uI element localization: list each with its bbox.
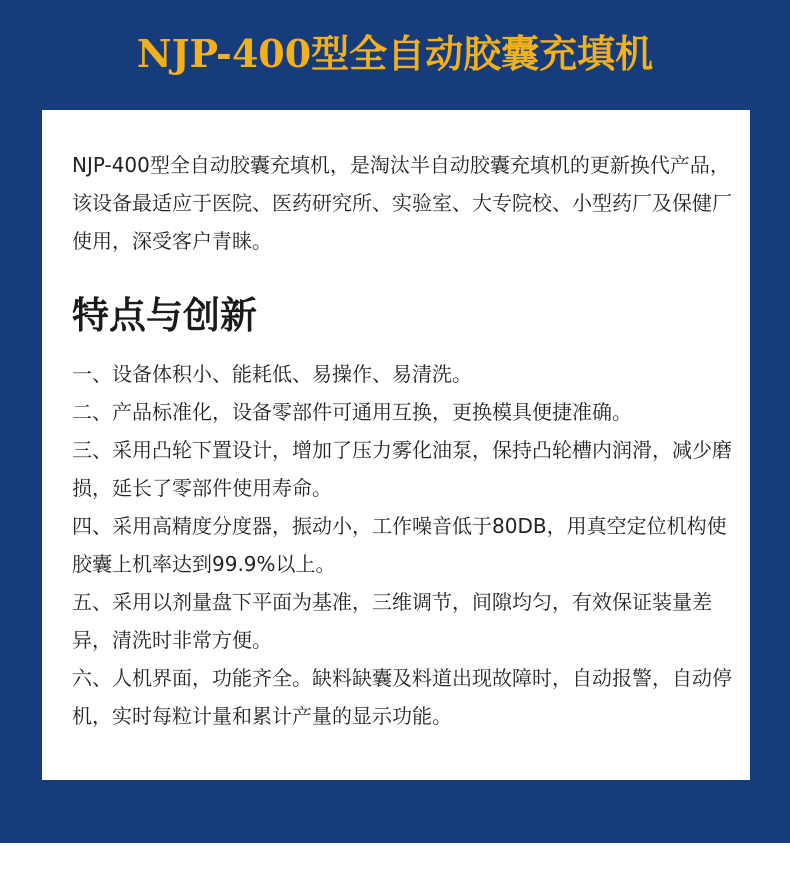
product-title: NJP-400型全自动胶囊充填机: [136, 31, 654, 76]
feature-item: 三、采用凸轮下置设计，增加了压力雾化油泵，保持凸轮槽内润滑，减少磨损，延长了零部件使用寿命。: [72, 438, 732, 500]
feature-item: 五、采用以剂量盘下平面为基准，三维调节，间隙均匀，有效保证装量差异，清洗时非常方便。: [72, 590, 712, 652]
intro-paragraph: NJP-400型全自动胶囊充填机，是淘汰半自动胶囊充填机的更新换代产品，该设备最适应于医院、医药研究所、实验室、大专院校、小型药厂及保健厂使用，深受客户青睐。: [72, 153, 732, 253]
feature-item: 一、设备体积小、能耗低、易操作、易清洗。: [72, 362, 472, 386]
features-list: [72, 355, 740, 735]
feature-item: 四、采用高精度分度器，振动小，工作噪音低于80DB，用真空定位机构使胶囊上机率达到99.9%以上。: [72, 514, 727, 576]
content-card: [42, 110, 750, 780]
features-heading: 特点与创新: [72, 293, 257, 337]
feature-item: 二、产品标准化，设备零部件可通用互换，更换模具便捷准确。: [72, 400, 632, 424]
feature-item: 六、人机界面，功能齐全。缺料缺囊及料道出现故障时，自动报警，自动停机，实时每粒计量和累计产量的显示功能。: [72, 666, 732, 728]
